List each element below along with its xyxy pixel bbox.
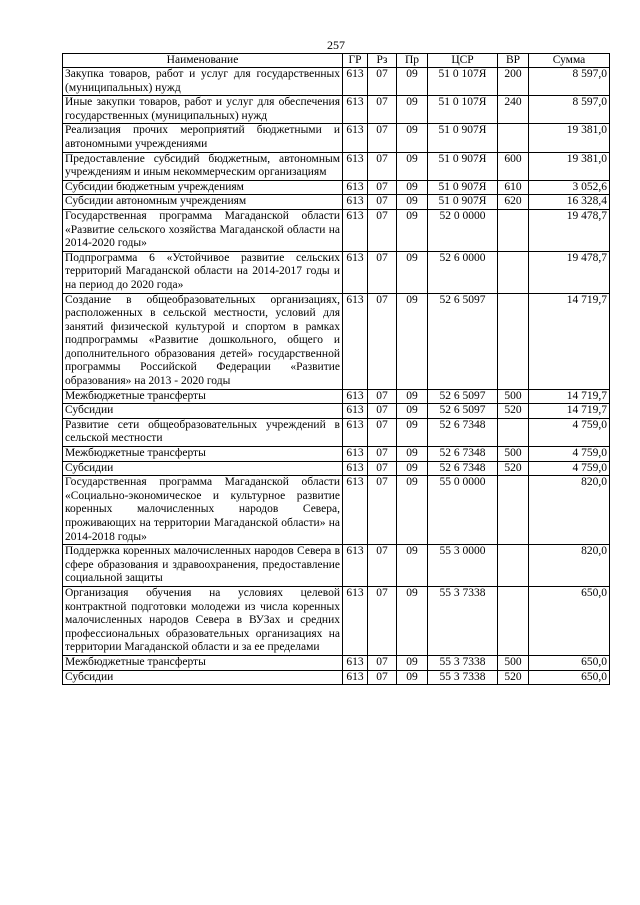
cell-csr: 55 3 7338 (428, 655, 498, 670)
cell-rz: 07 (368, 195, 397, 210)
cell-sum: 650,0 (529, 586, 610, 655)
table-row (63, 209, 610, 251)
cell-sum: 14 719,7 (529, 404, 610, 419)
table-row (63, 476, 610, 545)
cell-vr: 610 (498, 180, 529, 195)
cell-csr: 51 0 907Я (428, 124, 498, 152)
cell-pr: 09 (397, 96, 428, 124)
cell-csr: 52 6 7348 (428, 461, 498, 476)
cell-name: Государственная программа Магаданской области «Социально-экономическое и культурное развитие коренных малочисленных народов Севера, проживающих на территории Магаданской области» на 2014-2018 годы» (63, 476, 343, 545)
cell-rz: 07 (368, 447, 397, 462)
cell-vr (498, 476, 529, 545)
budget-table (62, 53, 610, 685)
cell-pr: 09 (397, 545, 428, 587)
header-vr: ВР (498, 54, 529, 68)
cell-name: Субсидии бюджетным учреждениям (63, 180, 343, 195)
cell-pr: 09 (397, 195, 428, 210)
cell-vr: 240 (498, 96, 529, 124)
cell-gr: 613 (343, 124, 368, 152)
cell-gr: 613 (343, 670, 368, 685)
cell-rz: 07 (368, 670, 397, 685)
table-row (63, 655, 610, 670)
cell-sum: 14 719,7 (529, 293, 610, 389)
cell-sum: 19 478,7 (529, 251, 610, 293)
cell-sum: 8 597,0 (529, 68, 610, 96)
cell-vr: 520 (498, 670, 529, 685)
header-rz: Рз (368, 54, 397, 68)
table-row (63, 251, 610, 293)
cell-vr (498, 209, 529, 251)
cell-sum: 650,0 (529, 655, 610, 670)
cell-pr: 09 (397, 152, 428, 180)
cell-pr: 09 (397, 461, 428, 476)
cell-name: Поддержка коренных малочисленных народов Севера в сфере образования и здравоохранения, предоставление социальной защиты (63, 545, 343, 587)
cell-rz: 07 (368, 476, 397, 545)
cell-sum: 16 328,4 (529, 195, 610, 210)
cell-gr: 613 (343, 418, 368, 446)
table-row (63, 389, 610, 404)
cell-name: Субсидии (63, 404, 343, 419)
cell-name: Создание в общеобразовательных организациях, расположенных в сельской местности, условий для занятий физической культурой и спортом в рамках подпрограммы «Развитие дошкольного, общего и дополнительного образования детей» государственной программы Российской Федерации «Развитие образования» на 2013 - 2020 годы (63, 293, 343, 389)
cell-gr: 613 (343, 251, 368, 293)
table-row (63, 670, 610, 685)
cell-pr: 09 (397, 655, 428, 670)
cell-csr: 52 6 7348 (428, 447, 498, 462)
cell-gr: 613 (343, 152, 368, 180)
cell-name: Межбюджетные трансферты (63, 389, 343, 404)
cell-name: Межбюджетные трансферты (63, 655, 343, 670)
cell-gr: 613 (343, 389, 368, 404)
cell-csr: 52 6 5097 (428, 293, 498, 389)
cell-rz: 07 (368, 209, 397, 251)
cell-sum: 14 719,7 (529, 389, 610, 404)
cell-rz: 07 (368, 545, 397, 587)
cell-name: Закупка товаров, работ и услуг для государственных (муниципальных) нужд (63, 68, 343, 96)
cell-pr: 09 (397, 418, 428, 446)
cell-vr: 520 (498, 461, 529, 476)
table-row (63, 293, 610, 389)
cell-vr (498, 418, 529, 446)
cell-csr: 51 0 907Я (428, 195, 498, 210)
cell-pr: 09 (397, 251, 428, 293)
cell-vr: 500 (498, 655, 529, 670)
cell-name: Государственная программа Магаданской области «Развитие сельского хозяйства Магаданской области на 2014-2020 годы» (63, 209, 343, 251)
cell-name: Предоставление субсидий бюджетным, автономным учреждениям и иным некоммерческим организациям (63, 152, 343, 180)
cell-csr: 55 0 0000 (428, 476, 498, 545)
table-row (63, 180, 610, 195)
cell-sum: 4 759,0 (529, 447, 610, 462)
table-header-row (63, 54, 610, 68)
header-csr: ЦСР (428, 54, 498, 68)
table-row (63, 195, 610, 210)
cell-gr: 613 (343, 96, 368, 124)
cell-vr (498, 124, 529, 152)
table-row (63, 124, 610, 152)
cell-name: Иные закупки товаров, работ и услуг для обеспечения государственных (муниципальных) нужд (63, 96, 343, 124)
cell-pr: 09 (397, 476, 428, 545)
cell-sum: 3 052,6 (529, 180, 610, 195)
cell-rz: 07 (368, 152, 397, 180)
cell-vr: 520 (498, 404, 529, 419)
cell-vr: 600 (498, 152, 529, 180)
cell-csr: 51 0 107Я (428, 68, 498, 96)
cell-vr (498, 293, 529, 389)
cell-csr: 52 6 5097 (428, 404, 498, 419)
cell-vr: 200 (498, 68, 529, 96)
cell-gr: 613 (343, 655, 368, 670)
cell-vr (498, 586, 529, 655)
cell-rz: 07 (368, 68, 397, 96)
cell-rz: 07 (368, 180, 397, 195)
cell-csr: 55 3 0000 (428, 545, 498, 587)
cell-gr: 613 (343, 461, 368, 476)
cell-pr: 09 (397, 586, 428, 655)
cell-csr: 51 0 907Я (428, 152, 498, 180)
cell-name: Организация обучения на условиях целевой контрактной подготовки молодежи из числа коренных малочисленных народов Севера в ВУЗах и средних профессиональных образовательных организациях на территории Магаданской области и за ее пределами (63, 586, 343, 655)
cell-sum: 19 478,7 (529, 209, 610, 251)
table-row (63, 404, 610, 419)
cell-sum: 4 759,0 (529, 461, 610, 476)
cell-gr: 613 (343, 586, 368, 655)
header-name: Наименование (63, 54, 343, 68)
cell-sum: 820,0 (529, 476, 610, 545)
cell-rz: 07 (368, 124, 397, 152)
cell-rz: 07 (368, 251, 397, 293)
cell-gr: 613 (343, 68, 368, 96)
cell-gr: 613 (343, 447, 368, 462)
table-row (63, 586, 610, 655)
cell-rz: 07 (368, 418, 397, 446)
cell-sum: 820,0 (529, 545, 610, 587)
cell-rz: 07 (368, 293, 397, 389)
table-row (63, 545, 610, 587)
cell-vr: 620 (498, 195, 529, 210)
cell-name: Субсидии (63, 670, 343, 685)
cell-rz: 07 (368, 461, 397, 476)
cell-gr: 613 (343, 404, 368, 419)
header-gr: ГР (343, 54, 368, 68)
cell-csr: 51 0 107Я (428, 96, 498, 124)
cell-gr: 613 (343, 209, 368, 251)
cell-rz: 07 (368, 389, 397, 404)
cell-gr: 613 (343, 545, 368, 587)
cell-name: Реализация прочих мероприятий бюджетными и автономными учреждениями (63, 124, 343, 152)
cell-csr: 55 3 7338 (428, 670, 498, 685)
page-number: 257 (327, 38, 345, 52)
cell-pr: 09 (397, 389, 428, 404)
header-sum: Сумма (529, 54, 610, 68)
cell-name: Межбюджетные трансферты (63, 447, 343, 462)
cell-vr (498, 545, 529, 587)
cell-sum: 19 381,0 (529, 124, 610, 152)
cell-sum: 8 597,0 (529, 96, 610, 124)
table-row (63, 461, 610, 476)
cell-gr: 613 (343, 476, 368, 545)
cell-name: Подпрограмма 6 «Устойчивое развитие сельских территорий Магаданской области на 2014-2017 годы и на период до 2020 года» (63, 251, 343, 293)
cell-csr: 52 6 0000 (428, 251, 498, 293)
cell-sum: 4 759,0 (529, 418, 610, 446)
header-pr: Пр (397, 54, 428, 68)
cell-pr: 09 (397, 404, 428, 419)
cell-name: Развитие сети общеобразовательных учреждений в сельской местности (63, 418, 343, 446)
cell-pr: 09 (397, 180, 428, 195)
cell-vr: 500 (498, 447, 529, 462)
table-row (63, 68, 610, 96)
cell-csr: 52 6 5097 (428, 389, 498, 404)
cell-csr: 52 6 7348 (428, 418, 498, 446)
cell-vr (498, 251, 529, 293)
cell-pr: 09 (397, 68, 428, 96)
table-row (63, 447, 610, 462)
cell-rz: 07 (368, 404, 397, 419)
table-row (63, 152, 610, 180)
cell-rz: 07 (368, 655, 397, 670)
cell-pr: 09 (397, 209, 428, 251)
cell-name: Субсидии автономным учреждениям (63, 195, 343, 210)
cell-vr: 500 (498, 389, 529, 404)
table-row (63, 96, 610, 124)
cell-csr: 52 0 0000 (428, 209, 498, 251)
cell-gr: 613 (343, 180, 368, 195)
cell-csr: 55 3 7338 (428, 586, 498, 655)
cell-sum: 19 381,0 (529, 152, 610, 180)
cell-rz: 07 (368, 586, 397, 655)
cell-gr: 613 (343, 293, 368, 389)
cell-pr: 09 (397, 124, 428, 152)
cell-pr: 09 (397, 293, 428, 389)
cell-sum: 650,0 (529, 670, 610, 685)
table-row (63, 418, 610, 446)
cell-name: Субсидии (63, 461, 343, 476)
cell-pr: 09 (397, 670, 428, 685)
cell-csr: 51 0 907Я (428, 180, 498, 195)
cell-gr: 613 (343, 195, 368, 210)
cell-pr: 09 (397, 447, 428, 462)
cell-rz: 07 (368, 96, 397, 124)
